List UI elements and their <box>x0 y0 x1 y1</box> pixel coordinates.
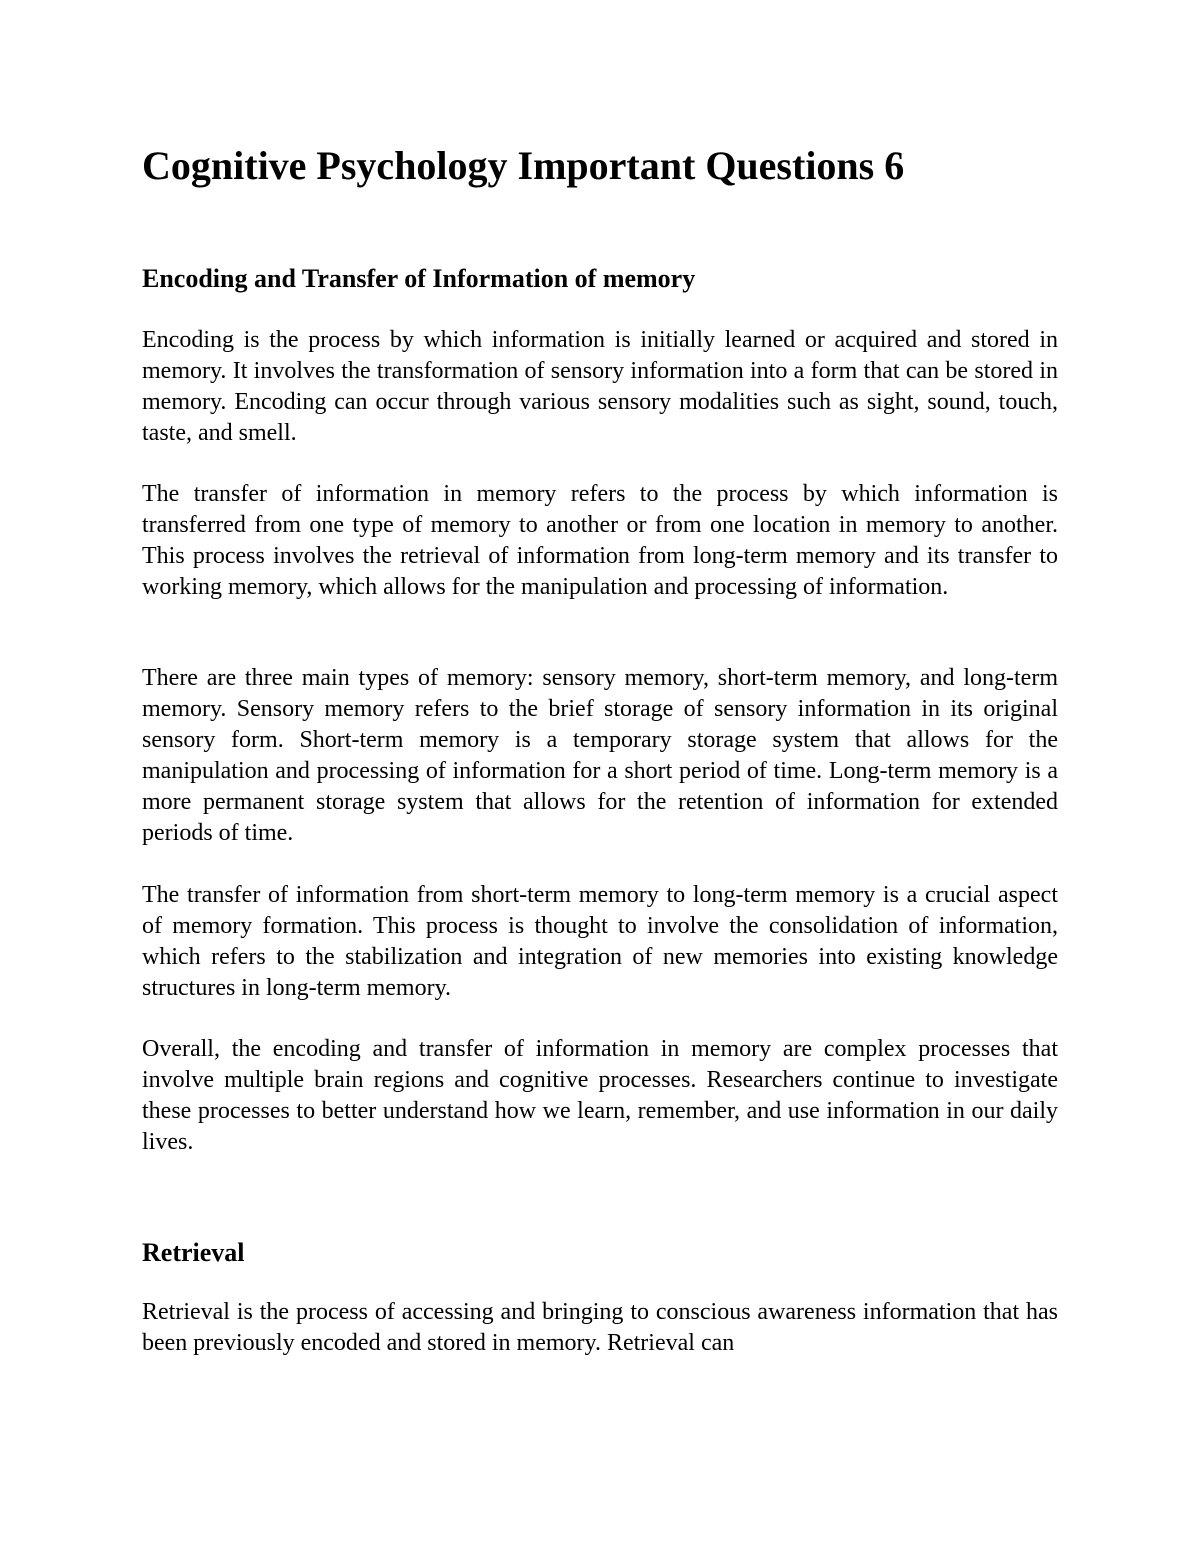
paragraph-encoding-definition: Encoding is the process by which information is initially learned or acquired and stored in memory. It involves the transformation of sensory information into a form that can be stored in memory. Encoding can occur through various sensory modalities such as sight, sound, touch, taste, and smell. <box>142 327 1058 446</box>
paragraph-transfer-definition: The transfer of information in memory refers to the process by which information is transferred from one type of memory to another or from one location in memory to another. This process involves the retrieval of information from long-term memory and its transfer to working memory, which allows for the manipulation and processing of information. <box>142 481 1058 600</box>
section-heading-retrieval: Retrieval <box>142 1238 245 1267</box>
paragraph-overall: Overall, the encoding and transfer of information in memory are complex processes that involve multiple brain regions and cognitive processes. Researchers continue to investigate these processes to better understand how we learn, remember, and use information in our daily lives. <box>142 1036 1058 1155</box>
page-title: Cognitive Psychology Important Questions 6 <box>142 143 905 188</box>
paragraph-consolidation: The transfer of information from short-term memory to long-term memory is a crucial aspect of memory formation. This process is thought to involve the consolidation of information, which refers to the stabilization and integration of new memories into existing knowledge structures in long-term memory. <box>142 882 1058 1001</box>
section-heading-encoding: Encoding and Transfer of Information of memory <box>142 264 696 293</box>
paragraph-memory-types: There are three main types of memory: sensory memory, short-term memory, and long-term memory. Sensory memory refers to the brief storage of sensory information in its original sensory form. Short-term memory is a temporary storage system that allows for the manipulation and processing of information for a short period of time. Long-term memory is a more permanent storage system that allows for the retention of information for extended periods of time. <box>142 665 1058 846</box>
paragraph-retrieval-definition: Retrieval is the process of accessing and bringing to conscious awareness information that has been previously encoded and stored in memory. Retrieval can <box>142 1299 1058 1356</box>
